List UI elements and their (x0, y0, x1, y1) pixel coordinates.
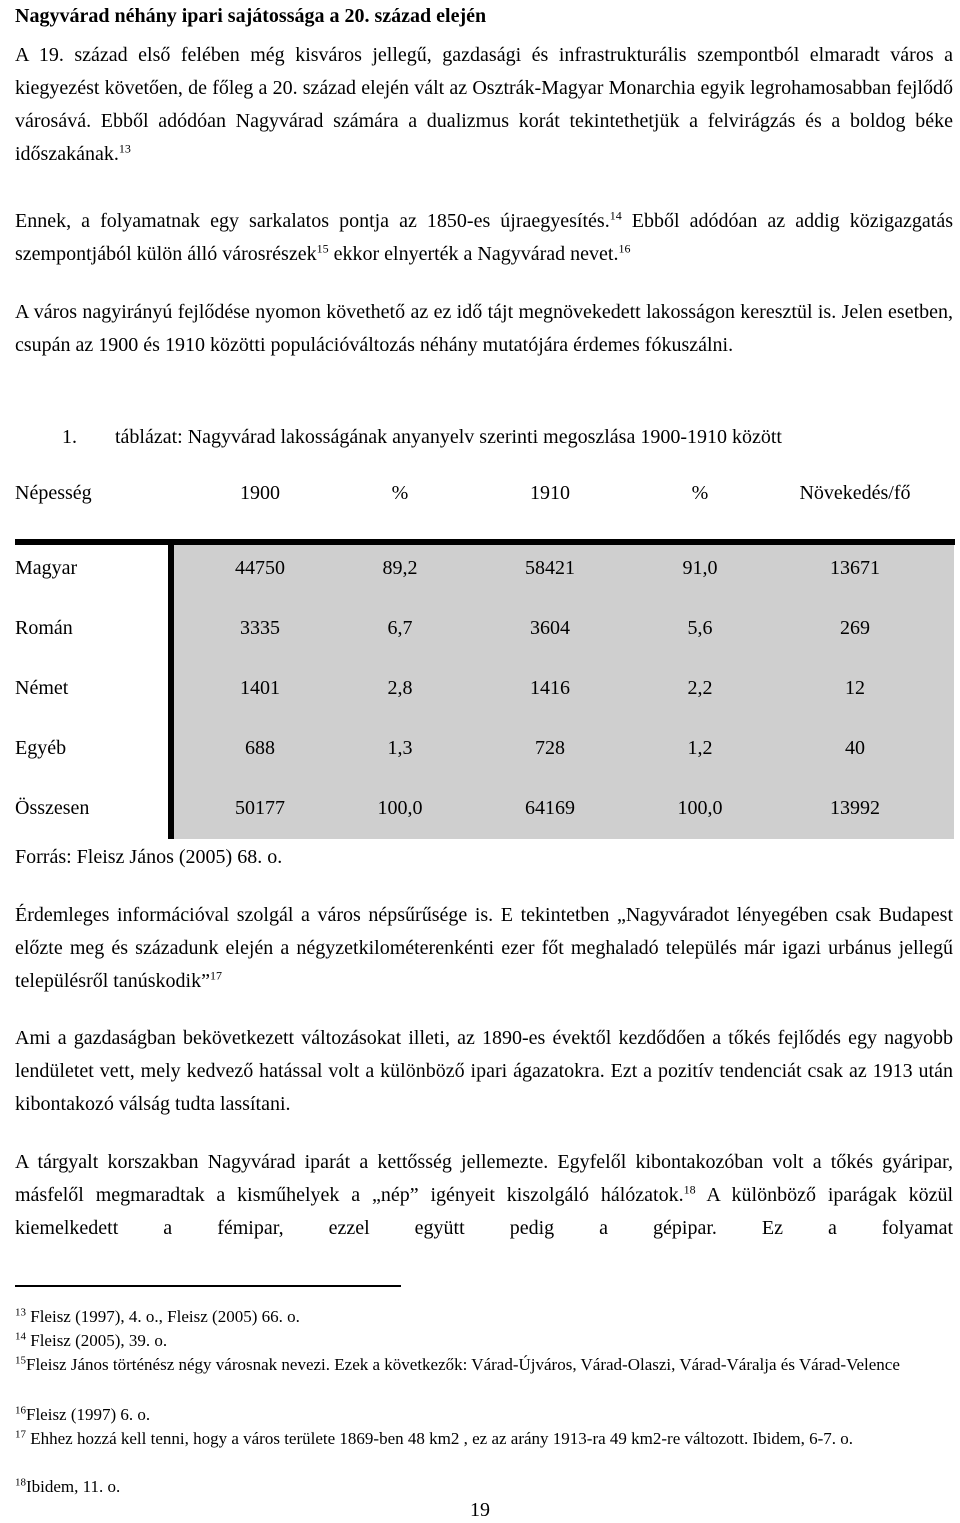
footnote-text: Ibidem, 11. o. (26, 1477, 121, 1496)
footnote-number: 13 (15, 1306, 26, 1319)
table-cell: 89,2 (382, 557, 418, 579)
table-cell: 2,2 (687, 677, 713, 699)
footnote-number: 14 (15, 1330, 26, 1343)
footnote-15 (15, 1353, 953, 1377)
table-header-row (15, 480, 953, 510)
table-cell: 728 (535, 737, 565, 759)
footnote-number: 17 (15, 1428, 26, 1441)
table-header-cell: Növekedés/fő (799, 482, 911, 504)
footnote-16 (15, 1403, 953, 1427)
section-heading: Nagyvárad néhány ipari sajátossága a 20. század elején (15, 5, 487, 27)
table-caption-text: táblázat: Nagyvárad lakosságának anyanyelv szerinti megoszlása 1900-1910 között (115, 426, 782, 448)
table-row (15, 659, 953, 719)
table-cell: Összesen (15, 797, 90, 819)
table-cell: 1,3 (387, 737, 413, 759)
table-cell: 13992 (830, 797, 880, 819)
table-cell: 2,8 (387, 677, 413, 699)
table-cell: 12 (845, 677, 865, 699)
footnote-14 (15, 1329, 953, 1353)
table-cell: 5,6 (687, 617, 713, 639)
table-cell: 100,0 (377, 797, 423, 819)
footnote-number: 18 (15, 1476, 26, 1489)
table-cell: Román (15, 617, 73, 639)
table-cell: Magyar (15, 557, 78, 579)
table-row (15, 539, 953, 599)
table-header-cell: 1910 (530, 482, 570, 504)
table-cell: 44750 (235, 557, 285, 579)
footnote-ref-17[interactable]: 17 (209, 968, 222, 983)
footnote-number: 15 (15, 1354, 26, 1367)
paragraph-2-text-c: ekkor elnyerték a Nagyvárad nevet. (328, 243, 619, 265)
table-cell: 688 (245, 737, 275, 759)
footnote-text: Fleisz (1997) 6. o. (26, 1405, 151, 1424)
table-cell: 100,0 (677, 797, 723, 819)
table-source: Forrás: Fleisz János (2005) 68. o. (15, 846, 283, 868)
table-cell: 1416 (530, 677, 570, 699)
paragraph-4-text: Érdemleges információval szolgál a város népsűrűsége is. E tekintetben „Nagyváradot lényegében csak Budapest előzte meg és századunk elején a négyzetkilométerenkénti ezer főt meghaladó település már igazi urbánus jellegű településről tanúskodik” (15, 904, 953, 992)
table-cell: 91,0 (682, 557, 718, 579)
table-cell: 1401 (240, 677, 280, 699)
table-top-rule (15, 539, 955, 545)
footnote-number: 16 (15, 1404, 26, 1417)
footnote-ref-16[interactable]: 16 (618, 241, 631, 256)
table-cell: 58421 (525, 557, 575, 579)
footnote-text: Fleisz (1997), 4. o., Fleisz (2005) 66. o. (26, 1307, 300, 1326)
table-caption-number: 1. (62, 426, 77, 448)
table-header-cell: % (691, 482, 709, 504)
paragraph-4 (15, 899, 953, 998)
paragraph-6-text-a: A tárgyalt korszakban Nagyvárad iparát a kettősség jellemezte. Egyfelől kibontakozóban volt a tőkés gyáripar, másfelől megmaradtak a kisműhelyek a „nép” igényeit kiszolgáló hálózatok. (15, 1151, 953, 1206)
table-cell: 64169 (525, 797, 575, 819)
table-vertical-rule (168, 539, 174, 839)
footnote-separator (15, 1285, 401, 1287)
table-cell: 3604 (530, 617, 570, 639)
paragraph-5: Ami a gazdaságban bekövetkezett változásokat illeti, az 1890-es évektől kezdődően a tőkés fejlődés egy nagyobb lendületet vett, mely kedvező hatással volt a különböző ipari ágazatokra. Ezt a pozitív tendenciát csak az 1913 után kibontakozó válság tudta lassítani. (15, 1027, 953, 1115)
footnote-ref-13[interactable]: 13 (118, 141, 131, 156)
footnote-13 (15, 1305, 953, 1329)
table-cell: 269 (840, 617, 870, 639)
paragraph-3: A város nagyirányú fejlődése nyomon követhető az ez idő tájt megnövekedett lakosságon keresztül is. Jelen esetben, csupán az 1900 és 1910 közötti populációváltozás néhány mutatójára érdemes fókuszálni. (15, 301, 953, 356)
footnote-ref-15[interactable]: 15 (316, 241, 329, 256)
paragraph-1-text: A 19. század első felében még kisváros jellegű, gazdasági és infrastrukturális szempontból elmaradt város a kiegyezést követően, de főleg a 20. század elején vált az Osztrák-Magyar Monarchia egyik legrohamosabban fejlődő városává. Ebből adódóan Nagyvárad számára a dualizmus korát tekintethetjük a felvirágzás és a boldog béke időszakának. (15, 44, 953, 165)
footnote-text: Fleisz János történész négy városnak nevezi. Ezek a következők: Várad-Újváros, Várad-Olaszi, Várad-Váralja és Várad-Velence (26, 1355, 900, 1374)
table-row (15, 779, 953, 839)
table-header-cell: Népesség (15, 482, 92, 504)
paragraph-6-text-b: A különböző iparágak közül kiemelkedett a fémipar, ezzel együtt pedig a gépipar. Ez a folyamat (15, 1184, 954, 1239)
paragraph-6 (15, 1146, 953, 1245)
table-row (15, 599, 953, 659)
table-cell: Egyéb (15, 737, 67, 759)
table-cell: Német (15, 677, 69, 699)
footnote-text: Ehhez hozzá kell tenni, hogy a város területe 1869-ben 48 km2 , ez az arány 1913-ra 49 km2-re változott. Ibidem, 6-7. o. (26, 1429, 854, 1448)
footnote-ref-18[interactable]: 18 (683, 1182, 696, 1197)
paragraph-2 (15, 205, 953, 271)
page-number: 19 (470, 1499, 490, 1521)
table-cell: 50177 (235, 797, 285, 819)
table-cell: 40 (845, 737, 865, 759)
table-header-cell: 1900 (240, 482, 280, 504)
table-cell: 1,2 (687, 737, 713, 759)
footnote-ref-14[interactable]: 14 (609, 208, 622, 223)
paragraph-2-text-b: Ebből adódóan az addig közigazgatás szempontjából külön álló városrészek (15, 210, 954, 265)
table-row (15, 719, 953, 779)
table-cell: 3335 (240, 617, 280, 639)
paragraph-1 (15, 39, 953, 171)
footnote-18 (15, 1475, 953, 1499)
table-header-cell: % (391, 482, 409, 504)
footnote-text: Fleisz (2005), 39. o. (26, 1331, 168, 1350)
table-cell: 6,7 (387, 617, 413, 639)
table-cell: 13671 (830, 557, 880, 579)
footnote-17 (15, 1427, 953, 1451)
paragraph-2-text-a: Ennek, a folyamatnak egy sarkalatos pontja az 1850-es újraegyesítés. (15, 210, 610, 232)
